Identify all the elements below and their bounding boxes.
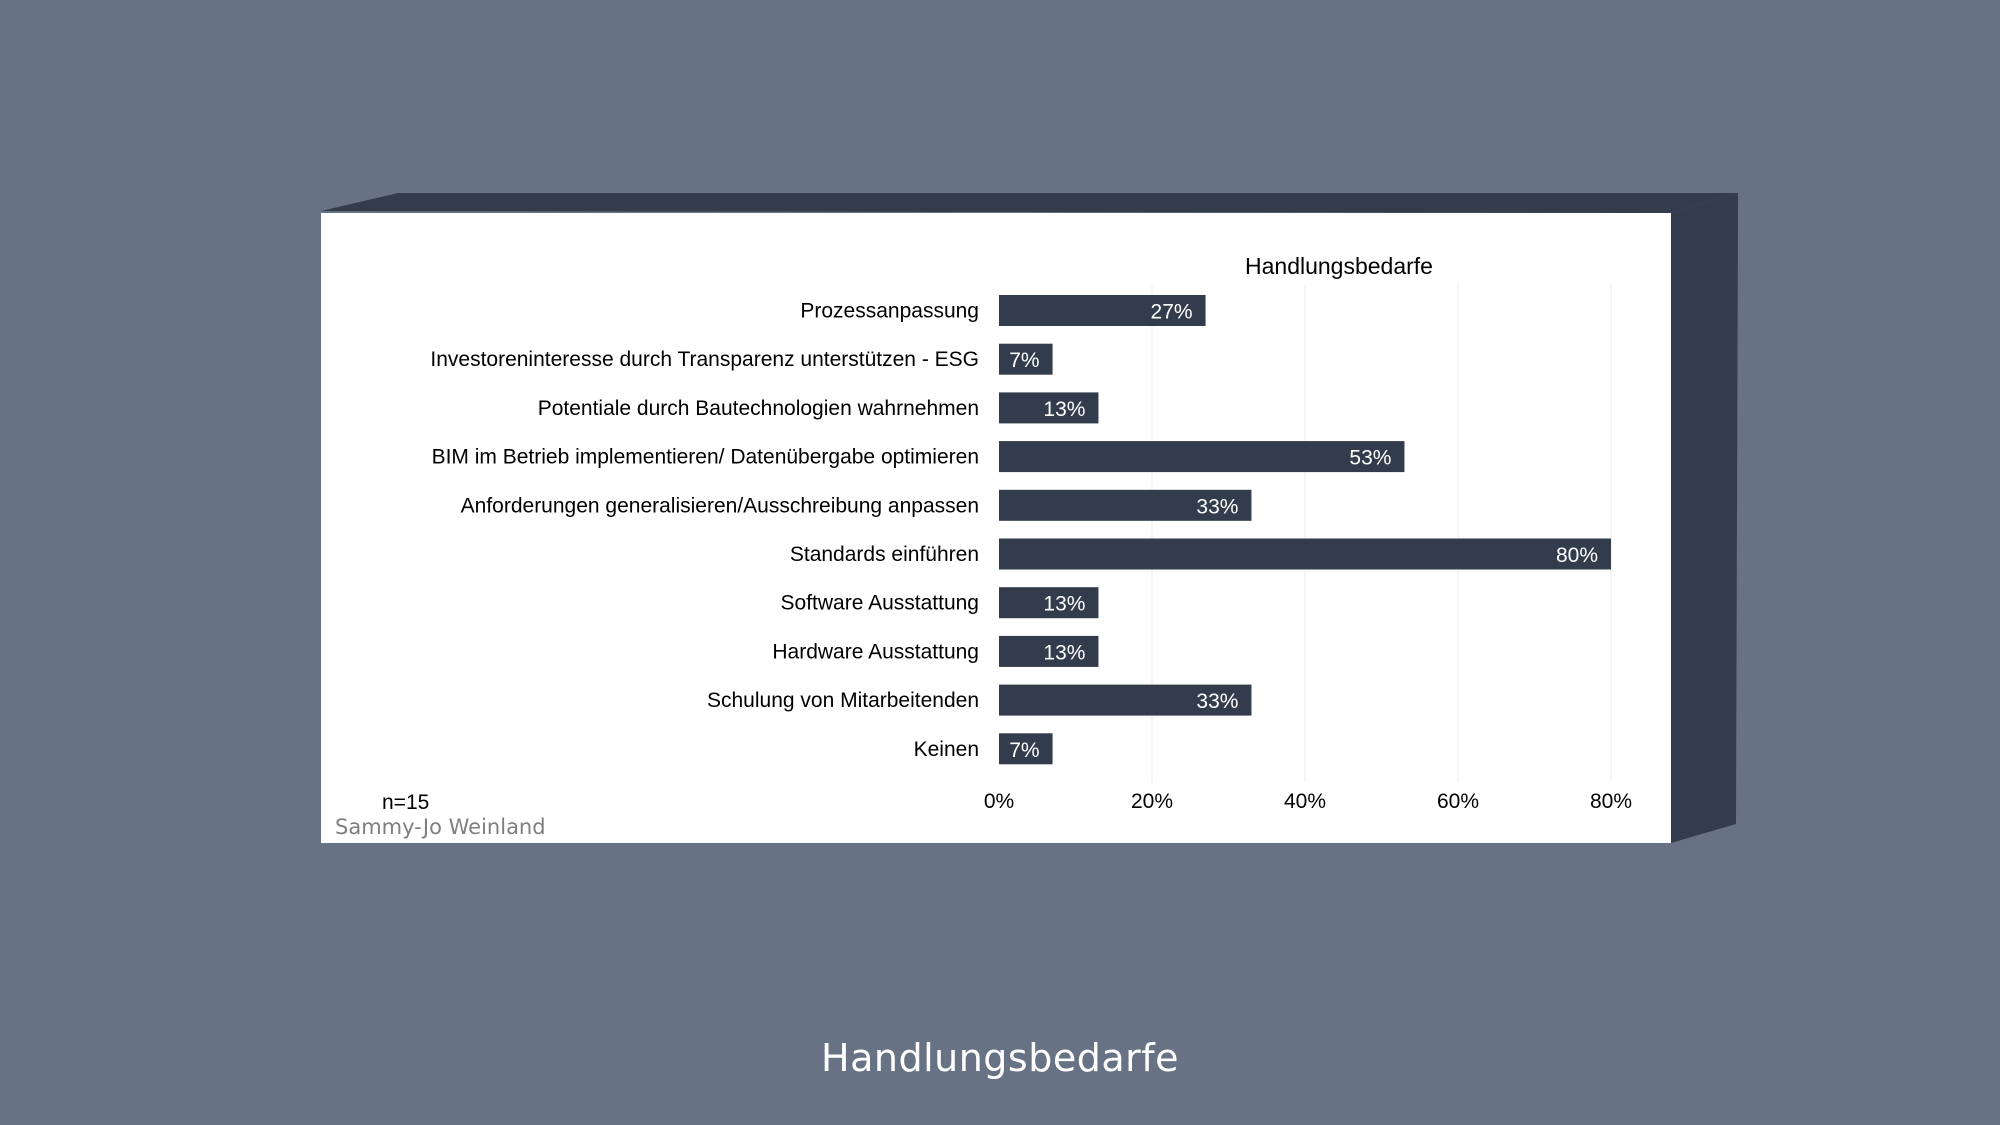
panel-right-depth (1671, 193, 1738, 843)
slide-footer-title: Handlungsbedarfe (821, 1036, 1179, 1080)
chart-title: Handlungsbedarfe (1245, 253, 1433, 279)
bar (999, 539, 1611, 570)
category-label: Standards einführen (789, 543, 979, 566)
category-label: Investoreninteresse durch Transparenz unterstützen - ESG (430, 348, 979, 372)
chart-panel (321, 213, 1671, 843)
category-label: Potentiale durch Bautechnologien wahrnehmen (537, 396, 979, 420)
sample-size-note: n=15 (382, 791, 430, 814)
category-label: Keinen (913, 737, 979, 761)
bar-value-label: 33% (1196, 690, 1239, 714)
category-label: Anforderungen generalisieren/Ausschreibung anpassen (460, 494, 979, 518)
category-label: Prozessanpassung (800, 299, 979, 323)
x-tick-label: 0% (983, 790, 1015, 813)
category-label: Hardware Ausstattung (772, 640, 979, 664)
x-tick-label: 40% (1283, 790, 1327, 813)
bar-value-label: 53% (1349, 446, 1392, 470)
category-label: Schulung von Mitarbeitenden (706, 689, 979, 713)
bar-value-label: 27% (1150, 300, 1193, 324)
bar-value-label: 13% (1043, 641, 1086, 665)
panel-top-depth (321, 193, 1738, 213)
category-label: Software Ausstattung (780, 591, 979, 615)
bar-value-label: 13% (1043, 592, 1086, 616)
x-tick-label: 20% (1130, 790, 1174, 813)
x-tick-label: 80% (1589, 790, 1633, 813)
category-label: BIM im Betrieb implementieren/ Datenübergabe optimieren (431, 445, 979, 469)
bar-value-label: 33% (1196, 495, 1239, 519)
bar (999, 441, 1404, 472)
x-tick-label: 60% (1436, 790, 1480, 813)
bar-value-label: 7% (1009, 349, 1040, 373)
bar-value-label: 7% (1009, 738, 1040, 762)
bar-value-label: 13% (1043, 397, 1086, 421)
bar-value-label: 80% (1555, 544, 1598, 567)
author-credit: Sammy-Jo Weinland (335, 815, 546, 839)
